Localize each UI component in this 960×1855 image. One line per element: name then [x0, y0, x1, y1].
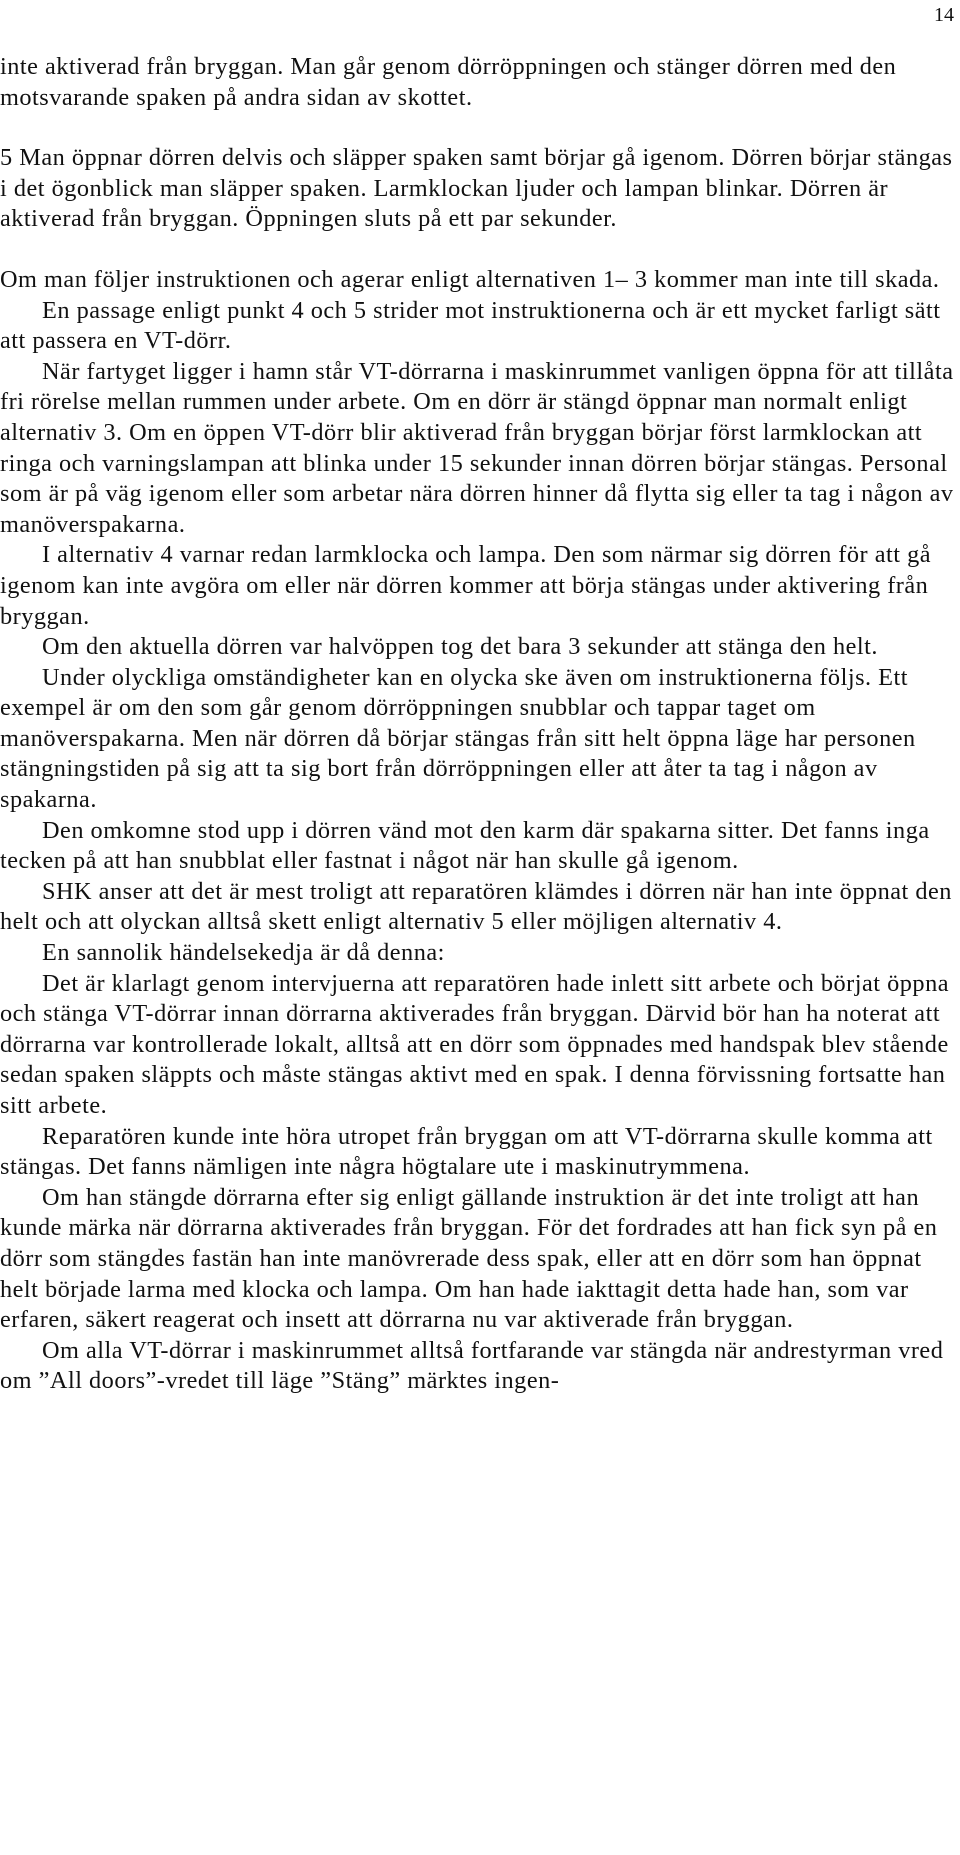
paragraph-4: En passage enligt punkt 4 och 5 strider mot instruktionerna och är ett mycket farligt sätt att passera en VT-dörr.: [0, 296, 941, 355]
paragraph-8: Under olyckliga omständigheter kan en olycka ske även om instruktionerna följs. Ett exempel är om den som går genom dörröppningen snubblar och tappar taget om manöverspakarna. Men när dörren då börjar stängas från sitt helt öppna läge har personen stängningstiden på sig att ta sig bort från dörröppningen eller att åter ta tag i någon av spakarna.: [0, 663, 916, 814]
paragraph-5: När fartyget ligger i hamn står VT-dörrarna i maskinrummet vanligen öppna för att tillåta fri rörelse mellan rummen under arbete. Om en dörr är stängd öppnar man normalt enligt alternativ 3. Om en öppen VT-dörr blir aktiverad från bryggan börjar först larmklockan att ringa och varningslampan att blinka under 15 sekunder innan dörren börjar stängas. Personal som är på väg igenom eller som arbetar nära dörren hinner då flytta sig eller ta tag i någon av manöverspakarna.: [0, 357, 954, 538]
paragraph-9: Den omkomne stod upp i dörren vänd mot den karm där spakarna sitter. Det fanns inga tecken på att han snubblat eller fastnat i något när han skulle gå igenom.: [0, 816, 930, 875]
paragraph-6: I alternativ 4 varnar redan larmklocka och lampa. Den som närmar sig dörren för att gå igenom kan inte avgöra om eller när dörren kommer att börja stängas under aktivering från bryggan.: [0, 541, 932, 630]
paragraph-10: SHK anser att det är mest troligt att reparatören klämdes i dörren när han inte öppnat den helt och att olyckan alltså skett enligt alternativ 5 eller möjligen alternativ 4.: [0, 877, 952, 936]
document-body: [0, 52, 956, 1397]
paragraph-13: Reparatören kunde inte höra utropet från bryggan om att VT-dörrarna skulle komma att stängas. Det fanns nämligen inte några högtalare ute i maskinutrymmena.: [0, 1122, 933, 1181]
paragraph-12: Det är klarlagt genom intervjuerna att reparatören hade inlett sitt arbete och börjat öppna och stänga VT-dörrar innan dörrarna aktiverades från bryggan. Därvid bör han ha noterat att dörrarna var kontrollerade lokalt, alltså att en dörr som öppnades med handspak blev stående sedan spaken släppts och måste stängas aktivt med en spak. I denna förvissning fortsatte han sitt arbete.: [0, 969, 950, 1119]
paragraph-14: Om han stängde dörrarna efter sig enligt gällande instruktion är det inte troligt att han kunde märka när dörrarna aktiverades från bryggan. För det fordrades att han fick syn på en dörr som stängdes fastän han inte manövrerade dess spak, eller att en dörr som han öppnat helt började larma med klocka och lampa. Om han hade iakttagit detta hade han, som var erfaren, säkert reagerat och insett att dörrarna nu var aktiverade från bryggan.: [0, 1183, 938, 1334]
page-number: 14: [934, 4, 954, 26]
paragraph-1: inte aktiverad från bryggan. Man går genom dörröppningen och stänger dörren med den motsvarande spaken på andra sidan av skottet.: [0, 53, 897, 111]
paragraph-2: 5 Man öppnar dörren delvis och släpper spaken samt börjar gå igenom. Dörren börjar stängas i det ögonblick man släpper spaken. Larmklockan ljuder och lampan blinkar. Dörren är aktiverad från bryggan. Öppningen sluts på ett par sekunder.: [0, 144, 953, 233]
paragraph-15: Om alla VT-dörrar i maskinrummet alltså fortfarande var stängda när andrestyrman vred om ”All doors”-vredet till läge ”Stäng” märktes ingen-: [0, 1336, 944, 1395]
paragraph-7: Om den aktuella dörren var halvöppen tog det bara 3 sekunder att stänga den helt.: [42, 633, 878, 661]
paragraph-3: Om man följer instruktionen och agerar enligt alternativen 1– 3 kommer man inte till skada.: [0, 265, 940, 293]
paragraph-11: En sannolik händelsekedja är då denna:: [42, 939, 445, 967]
